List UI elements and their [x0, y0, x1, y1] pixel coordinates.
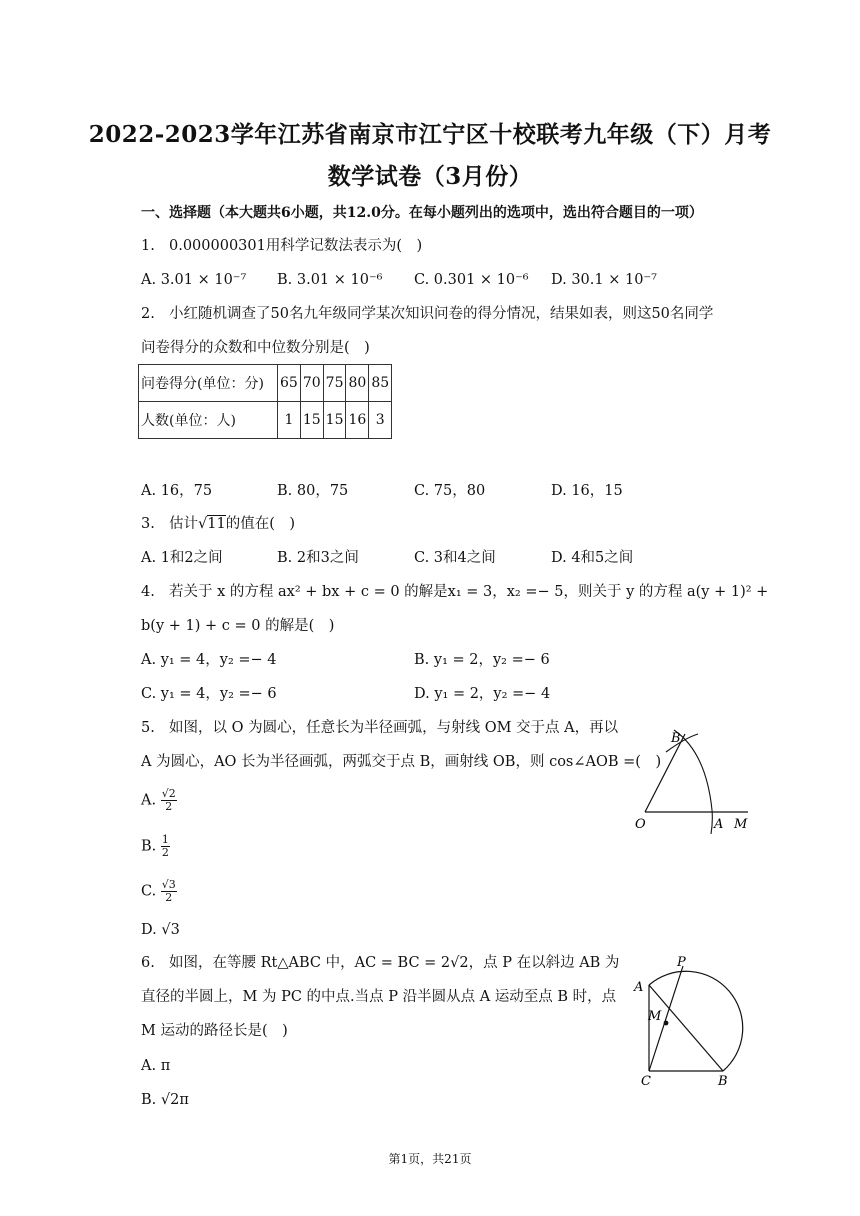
label-b: B: [718, 1074, 728, 1089]
q5-option-b: [141, 834, 170, 859]
q2-option-d: D. 16，15: [551, 483, 623, 499]
label-b: B: [671, 731, 681, 746]
question-text: 0.000000301用科学记数法表示为( ): [169, 238, 423, 254]
section-heading: 一、选择题（本大题共6小题，共12.0分。在每小题列出的选项中，选出符合题目的一项）: [141, 205, 703, 221]
question-number: 6.: [141, 955, 155, 971]
table-cell: 80: [346, 365, 369, 402]
question-2-line-2: 问卷得分的众数和中位数分别是( ): [141, 340, 370, 356]
q1-option-b: B. 3.01 × 10⁻⁶: [277, 272, 383, 288]
label-a: A: [714, 817, 724, 832]
question-5-line-2: A 为圆心，AO 长为半径画弧，两弧交于点 B，画射线 OB，则 cos∠AOB =( ): [141, 754, 662, 770]
q6-figure: [628, 954, 763, 1090]
point-m: [664, 1021, 669, 1026]
q4-option-b: B. y₁ = 2，y₂ =− 6: [414, 652, 550, 668]
q5-option-a: [141, 788, 177, 813]
q1-option-a: A. 3.01 × 10⁻⁷: [141, 272, 247, 288]
question-number: 3.: [141, 516, 155, 532]
option-letter: D.: [141, 922, 157, 938]
title-line-2: 数学试卷（3月份）: [327, 163, 533, 190]
table-row: [139, 402, 392, 439]
fraction-sqrt3-over-2: $\frac{√3}{2}$: [161, 878, 176, 904]
sqrt-sign: √: [198, 516, 208, 532]
q4-option-c: C. y₁ = 4，y₂ =− 6: [141, 686, 277, 702]
q3-option-c: C. 3和4之间: [414, 550, 496, 566]
q2-option-b: B. 80，75: [277, 483, 349, 499]
option-letter: C.: [141, 883, 157, 900]
radicand: 11: [207, 516, 226, 532]
title-line-1: 2022-2023学年江苏省南京市江宁区十校联考九年级（下）月考: [88, 121, 772, 148]
question-2-line-1: [141, 304, 713, 324]
label-m: M: [648, 1009, 662, 1024]
table-cell: 15: [300, 402, 323, 439]
q5-option-d: [141, 920, 180, 940]
question-number: 4.: [141, 584, 155, 600]
question-3: [141, 514, 295, 534]
table-cell: 1: [278, 402, 301, 439]
question-text: 若关于 x 的方程 ax² + bx + c = 0 的解是x₁ = 3，x₂ =− 5，则关于 y 的方程 a(y + 1)² +: [169, 584, 769, 600]
table-header-cell: 人数(单位：人): [139, 402, 278, 439]
page-footer: 第1页，共21页: [388, 1152, 472, 1166]
table-cell: 70: [300, 365, 323, 402]
table-cell: 75: [323, 365, 346, 402]
label-c: C: [641, 1074, 651, 1089]
q5-figure: [630, 722, 760, 834]
question-6-line-1: [141, 953, 619, 973]
label-a: A: [634, 980, 644, 995]
question-5-line-1: [141, 718, 618, 738]
option-letter: B.: [141, 838, 157, 855]
question-number: 1.: [141, 238, 155, 254]
q3-option-d: D. 4和5之间: [551, 550, 634, 566]
segment-ab: [649, 985, 723, 1071]
q4-option-d: D. y₁ = 2，y₂ =− 4: [414, 686, 551, 702]
label-m: M: [734, 817, 748, 832]
q2-option-a: A. 16，75: [141, 483, 213, 499]
question-6-line-2: 直径的半圆上，M 为 PC 的中点.当点 P 沿半圆从点 A 运动至点 B 时，点: [141, 989, 617, 1005]
question-text-post: 的值在( ): [225, 516, 296, 532]
fraction-sqrt2-over-2: $\frac{√2}{2}$: [161, 787, 176, 813]
q1-option-d: D. 30.1 × 10⁻⁷: [551, 272, 657, 288]
table-header-cell: 问卷得分(单位：分): [139, 365, 278, 402]
table-cell: 15: [323, 402, 346, 439]
question-1: [141, 236, 422, 256]
table-cell: 3: [369, 402, 392, 439]
question-text: 如图，在等腰 Rt△ABC 中，AC = BC = 2√2，点 P 在以斜边 AB 为: [169, 955, 620, 971]
question-number: 5.: [141, 720, 155, 736]
q5-option-c: [141, 879, 177, 904]
label-o: O: [635, 817, 646, 832]
q6-option-a: A. π: [141, 1058, 171, 1074]
q4-option-a: A. y₁ = 4，y₂ =− 4: [141, 652, 277, 668]
q1-option-c: C. 0.301 × 10⁻⁶: [414, 272, 529, 288]
question-text: 如图，以 O 为圆心，任意长为半径画弧，与射线 OM 交于点 A，再以: [169, 720, 619, 736]
label-p: P: [677, 955, 686, 970]
q3-option-b: B. 2和3之间: [277, 550, 359, 566]
question-6-line-3: M 运动的路径长是( ): [141, 1023, 288, 1039]
q6-option-b: B. √2π: [141, 1092, 189, 1108]
option-letter: A.: [141, 792, 157, 809]
semicircle-arc: [649, 971, 743, 1071]
question-number: 2.: [141, 306, 155, 322]
fraction-1-over-2: $\frac{1}{2}$: [161, 833, 169, 859]
table-cell: 85: [369, 365, 392, 402]
table-cell: 65: [278, 365, 301, 402]
question-text: 小红随机调查了50名九年级同学某次知识问卷的得分情况，结果如表，则这50名同学: [169, 306, 714, 322]
q3-option-a: A. 1和2之间: [141, 550, 223, 566]
table-row: [139, 365, 392, 402]
score-table: [138, 364, 392, 439]
table-cell: 16: [346, 402, 369, 439]
question-text-pre: 估计: [169, 516, 198, 532]
question-4-line-2: b(y + 1) + c = 0 的解是( ): [141, 618, 335, 634]
q2-option-c: C. 75，80: [414, 483, 486, 499]
sqrt3-value: √3: [161, 922, 180, 938]
question-4-line-1: [141, 582, 768, 602]
